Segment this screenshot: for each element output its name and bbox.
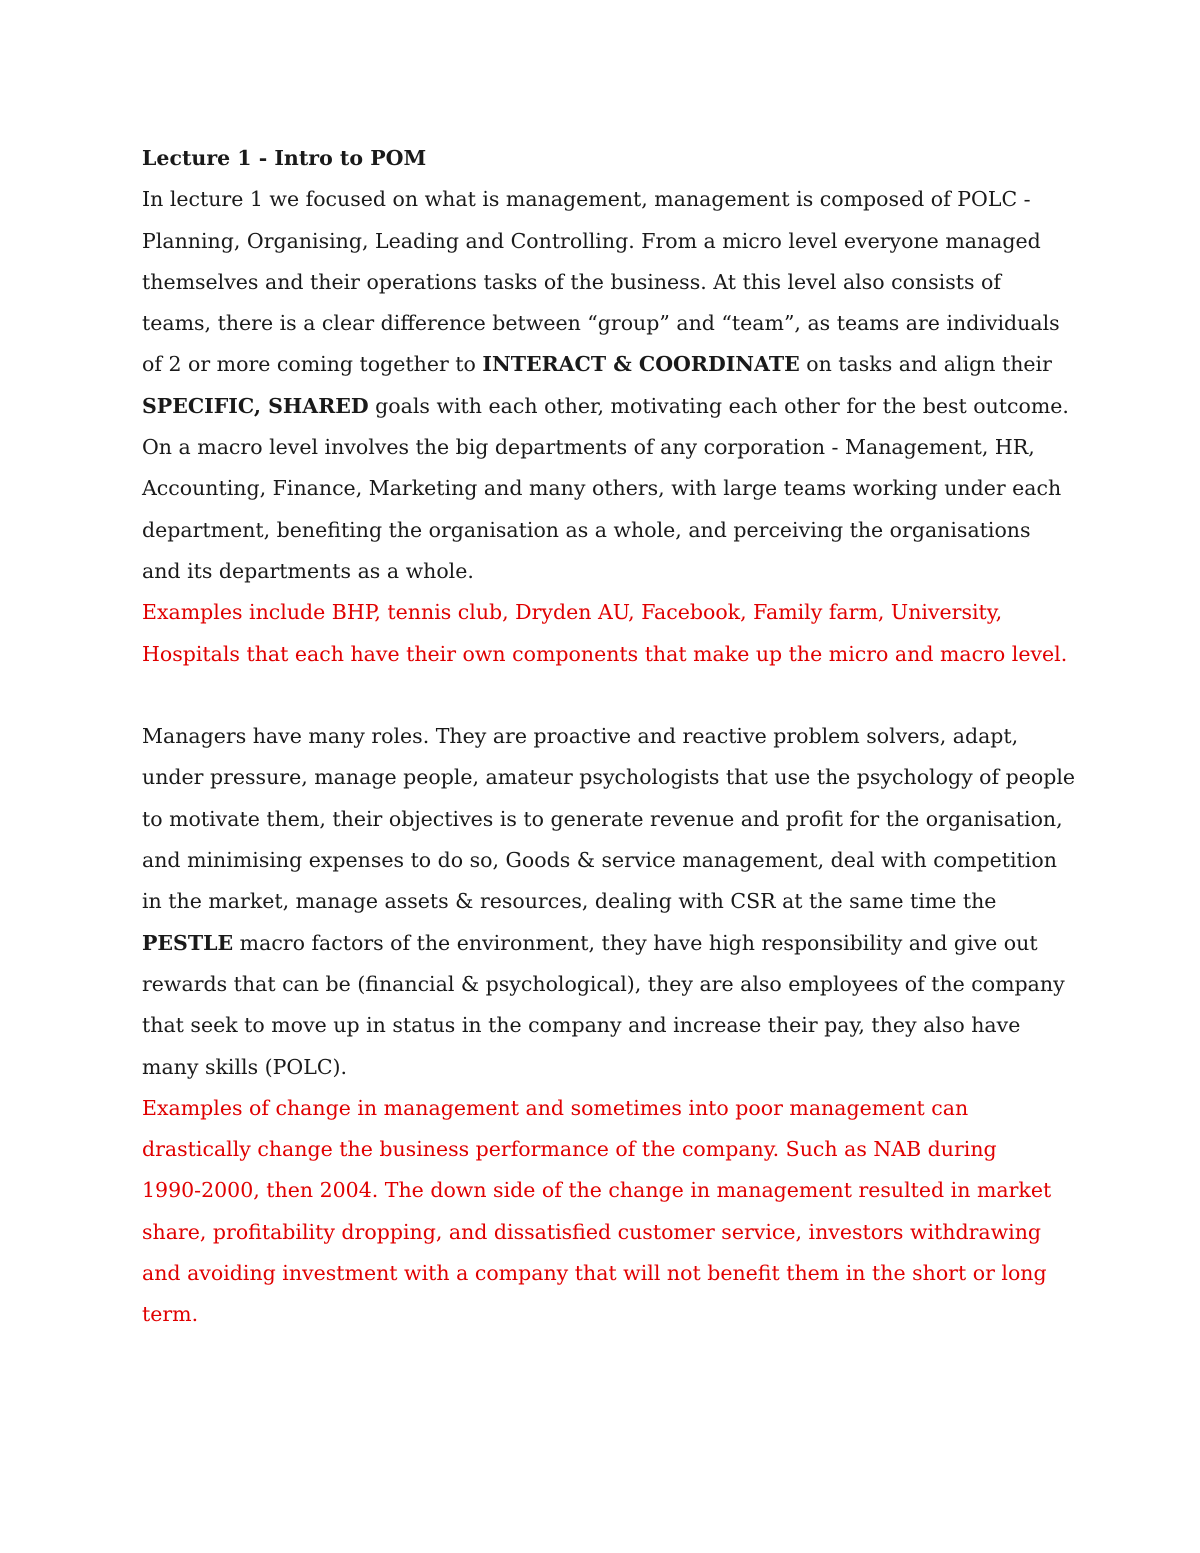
- text-line: in the market, manage assets & resources, dealing with CSR at the same time the: [142, 889, 997, 914]
- text-line: Planning, Organising, Leading and Controlling. From a micro level everyone managed: [142, 228, 1041, 253]
- text-line: that seek to move up in status in the company and increase their pay, they also have: [142, 1013, 1021, 1038]
- bold-term: SPECIFIC, SHARED: [142, 393, 369, 418]
- text-line: SPECIFIC, SHARED goals with each other, motivating each other for the best outcome.: [142, 393, 1069, 418]
- example-line: Hospitals that each have their own components that make up the micro and macro level.: [142, 641, 1068, 666]
- text-line: department, benefiting the organisation as a whole, and perceiving the organisations: [142, 517, 1031, 542]
- text-line: rewards that can be (financial & psychological), they are also employees of the company: [142, 971, 1065, 996]
- text-line: and minimising expenses to do so, Goods & service management, deal with competition: [142, 848, 1057, 873]
- document-body: [142, 138, 1082, 1336]
- examples-block-2: [142, 1088, 1082, 1336]
- example-line: share, profitability dropping, and dissatisfied customer service, investors withdrawing: [142, 1219, 1042, 1244]
- text-line: to motivate them, their objectives is to generate revenue and profit for the organisation,: [142, 806, 1063, 831]
- document-heading: Lecture 1 - Intro to POM: [142, 146, 427, 170]
- example-line: Examples include BHP, tennis club, Dryden AU, Facebook, Family farm, University,: [142, 600, 1003, 625]
- example-line: Examples of change in management and sometimes into poor management can: [142, 1095, 969, 1120]
- text-line: many skills (POLC).: [142, 1054, 348, 1079]
- text-line: under pressure, manage people, amateur psychologists that use the psychology of people: [142, 765, 1076, 790]
- text-line: PESTLE macro factors of the environment, they have high responsibility and give out: [142, 930, 1038, 955]
- text-line: themselves and their operations tasks of the business. At this level also consists of: [142, 269, 1001, 294]
- text-line: Accounting, Finance, Marketing and many others, with large teams working under each: [142, 476, 1062, 501]
- text-line: Managers have many roles. They are proactive and reactive problem solvers, adapt,: [142, 724, 1019, 749]
- bold-term: INTERACT & COORDINATE: [482, 352, 800, 377]
- example-line: 1990-2000, then 2004. The down side of the change in management resulted in market: [142, 1178, 1052, 1203]
- example-line: and avoiding investment with a company that will not benefit them in the short or long: [142, 1261, 1047, 1286]
- text-line: On a macro level involves the big departments of any corporation - Management, HR,: [142, 435, 1035, 460]
- text-line: of 2 or more coming together to INTERACT & COORDINATE on tasks and align their: [142, 352, 1052, 377]
- example-line: drastically change the business performance of the company. Such as NAB during: [142, 1137, 997, 1162]
- paragraph-intro: [142, 179, 1082, 592]
- examples-block-1: [142, 592, 1082, 675]
- example-line: term.: [142, 1302, 199, 1327]
- paragraph-spacer: [142, 675, 1082, 716]
- text-line: In lecture 1 we focused on what is management, management is composed of POLC -: [142, 187, 1031, 212]
- bold-term: PESTLE: [142, 930, 234, 955]
- text-line: and its departments as a whole.: [142, 558, 474, 583]
- text-line: teams, there is a clear difference between “group” and “team”, as teams are individuals: [142, 311, 1060, 336]
- paragraph-managers: [142, 716, 1082, 1088]
